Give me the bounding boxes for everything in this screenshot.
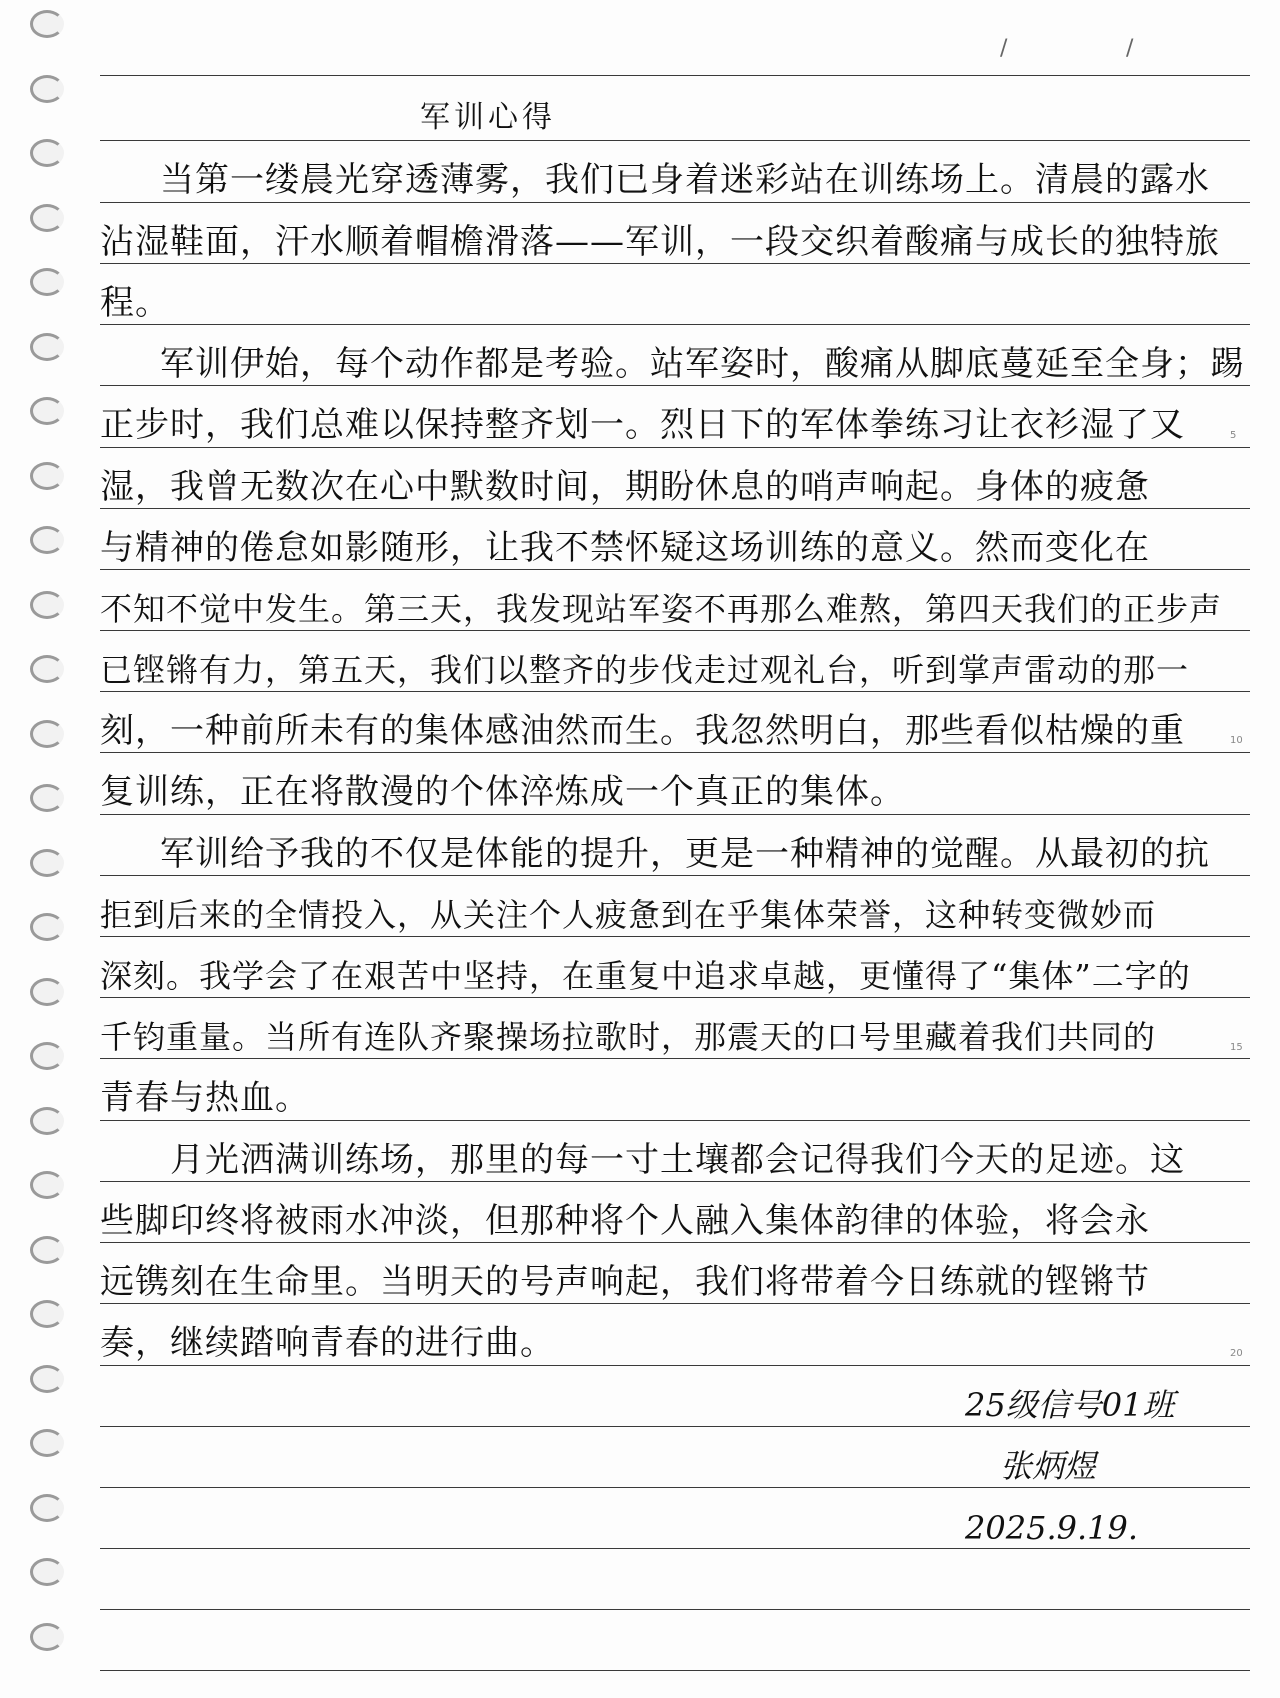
ruled-line	[100, 1365, 1250, 1366]
signature-name: 张炳煜	[1000, 1447, 1097, 1485]
essay-title: 军训心得	[420, 100, 556, 135]
essay-line: 月光洒满训练场，那里的每一寸土壤都会记得我们今天的足迹。这	[170, 1140, 1185, 1180]
binding-hole	[30, 784, 64, 812]
binding-hole	[30, 1429, 64, 1457]
ruled-line	[100, 936, 1250, 937]
line-number-mark: 5	[1230, 430, 1237, 441]
binding-hole	[30, 1042, 64, 1070]
ruled-line	[100, 385, 1250, 386]
ruled-line	[100, 202, 1250, 203]
essay-line: 拒到后来的全情投入，从关注个人疲惫到在乎集体荣誉，这种转变微妙而	[100, 896, 1157, 934]
ruled-line	[100, 324, 1250, 325]
binding-hole	[30, 204, 64, 232]
ruled-line	[100, 814, 1250, 815]
essay-line: 程。	[100, 283, 170, 323]
ruled-line	[100, 75, 1250, 76]
ruled-line	[100, 875, 1250, 876]
essay-line: 些脚印终将被雨水冲淡，但那种将个人融入集体韵律的体验，将会永	[100, 1201, 1150, 1241]
essay-line: 当第一缕晨光穿透薄雾，我们已身着迷彩站在训练场上。清晨的露水	[160, 160, 1210, 200]
essay-line: 复训练，正在将散漫的个体淬炼成一个真正的集体。	[100, 772, 905, 812]
binding-hole	[30, 849, 64, 877]
line-number-mark: 10	[1230, 735, 1243, 746]
ruled-line	[100, 1242, 1250, 1243]
ruled-line	[100, 630, 1250, 631]
ruled-line	[100, 569, 1250, 570]
binding-hole	[30, 333, 64, 361]
ruled-line	[100, 1670, 1250, 1671]
binding-hole	[30, 655, 64, 683]
ruled-line	[100, 1181, 1250, 1182]
essay-line: 正步时，我们总难以保持整齐划一。烈日下的军体拳练习让衣衫湿了又	[100, 405, 1185, 445]
ruled-line	[100, 691, 1250, 692]
essay-line: 远镌刻在生命里。当明天的号声响起，我们将带着今日练就的铿锵节	[100, 1262, 1150, 1302]
essay-line: 军训给予我的不仅是体能的提升，更是一种精神的觉醒。从最初的抗	[160, 834, 1210, 874]
binding-hole	[30, 1558, 64, 1586]
binding-hole	[30, 1171, 64, 1199]
essay-line: 沾湿鞋面，汗水顺着帽檐滑落——军训，一段交织着酸痛与成长的独特旅	[100, 222, 1220, 262]
essay-line: 千钧重量。当所有连队齐聚操场拉歌时，那震天的口号里藏着我们共同的	[100, 1018, 1157, 1056]
binding-hole	[30, 139, 64, 167]
binding-hole	[30, 1300, 64, 1328]
ruled-line	[100, 263, 1250, 264]
signature-date: 2025.9.19.	[965, 1509, 1139, 1547]
binding-hole	[30, 462, 64, 490]
corner-mark: /	[1126, 36, 1134, 61]
line-number-mark: 20	[1230, 1348, 1243, 1359]
ruled-line	[100, 752, 1250, 753]
signature-class: 25级信号01班	[965, 1386, 1175, 1424]
binding-hole	[30, 913, 64, 941]
binding-hole	[30, 720, 64, 748]
ruled-line	[100, 1058, 1250, 1059]
ruled-line	[100, 1120, 1250, 1121]
ruled-line	[100, 1303, 1250, 1304]
essay-line: 已铿锵有力，第五天，我们以整齐的步伐走过观礼台，听到掌声雷动的那一	[100, 651, 1190, 689]
essay-line: 刻，一种前所未有的集体感油然而生。我忽然明白，那些看似枯燥的重	[100, 711, 1185, 751]
binding-hole	[30, 526, 64, 554]
essay-line: 奏，继续踏响青春的进行曲。	[100, 1323, 555, 1363]
binding-hole	[30, 1107, 64, 1135]
binding-hole	[30, 1236, 64, 1264]
binding-hole	[30, 10, 64, 38]
ruled-line	[100, 508, 1250, 509]
binding-hole	[30, 591, 64, 619]
binding-hole	[30, 268, 64, 296]
ruled-line	[100, 1426, 1250, 1427]
essay-line: 深刻。我学会了在艰苦中坚持，在重复中追求卓越，更懂得了“集体”二字的	[100, 957, 1191, 995]
ruled-line	[100, 1609, 1250, 1610]
binding-hole	[30, 1494, 64, 1522]
binding-hole	[30, 1365, 64, 1393]
line-number-mark: 15	[1230, 1042, 1243, 1053]
ruled-line	[100, 140, 1250, 141]
binding-hole	[30, 397, 64, 425]
essay-line: 湿，我曾无数次在心中默数时间，期盼休息的哨声响起。身体的疲惫	[100, 467, 1150, 507]
ruled-line	[100, 447, 1250, 448]
binding-hole	[30, 1623, 64, 1651]
ruled-line	[100, 1487, 1250, 1488]
essay-line: 与精神的倦怠如影随形，让我不禁怀疑这场训练的意义。然而变化在	[100, 528, 1150, 568]
spiral-binding	[0, 0, 80, 1698]
binding-hole	[30, 978, 64, 1006]
essay-line: 军训伊始，每个动作都是考验。站军姿时，酸痛从脚底蔓延至全身；踢	[160, 344, 1245, 384]
ruled-line	[100, 1548, 1250, 1549]
binding-hole	[30, 75, 64, 103]
corner-mark: /	[1000, 36, 1008, 61]
essay-line: 青春与热血。	[100, 1078, 310, 1118]
essay-line: 不知不觉中发生。第三天，我发现站军姿不再那么难熬，第四天我们的正步声	[100, 590, 1223, 628]
ruled-line	[100, 997, 1250, 998]
